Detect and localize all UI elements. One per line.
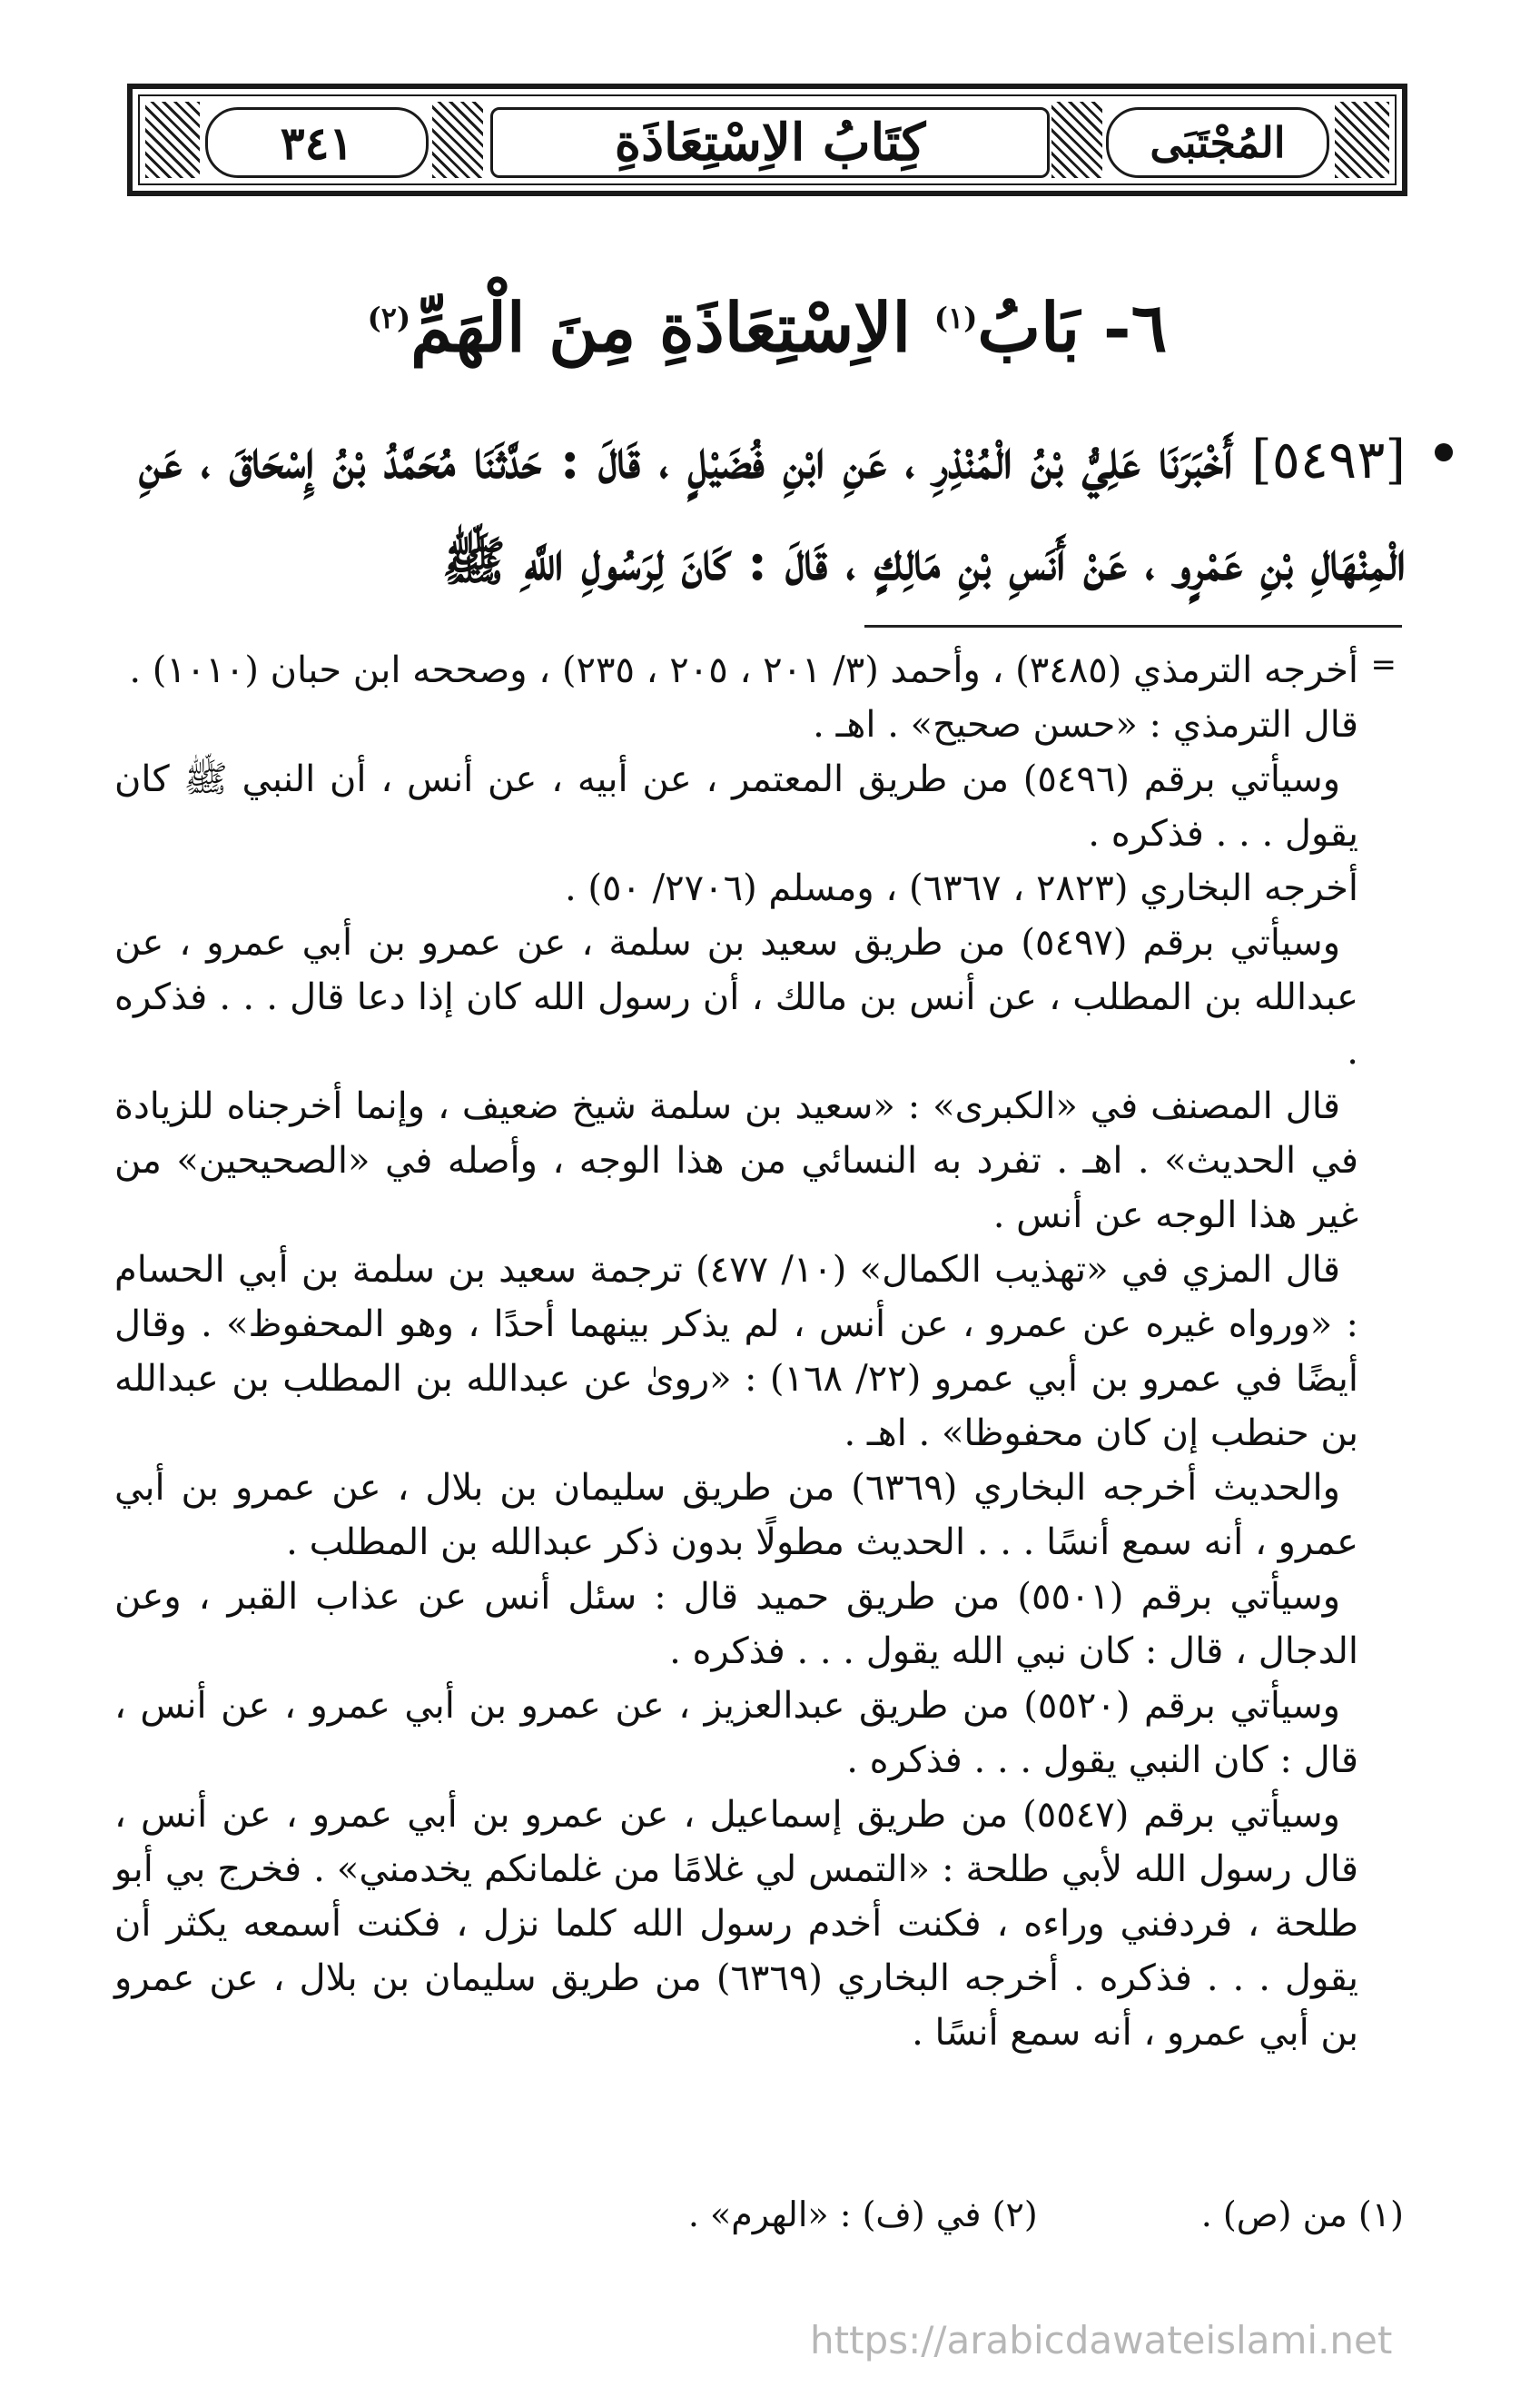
footnote-ref-2: (٢) bbox=[367, 301, 411, 335]
commentary-paragraph: أخرجه الترمذي (٣٤٨٥) ، وأحمد (٣/ ٢٠١ ، ٢٠٥ ، ٢٣٥) ، وصححه ابن حبان (١٠١٠) . bbox=[129, 649, 1358, 691]
hadith-number: [٥٤٩٣] bbox=[1251, 429, 1406, 490]
hadith-text-block bbox=[139, 409, 1406, 612]
commentary-paragraph: وسيأتي برقم (٥٥٤٧) من طريق إسماعيل ، عن عمرو بن أبي عمرو ، عن أنس ، قال رسول الله لأبي طلحة : «التمس لي غلامًا من غلمانكم يخدمني» . فخرج بي أبو طلحة ، فردفني وراءه ، فكنت أخدم رسول الله كلما نزل ، فكنت أسمعه يكثر أن يقول . . . فذكره . أخرجه البخاري (٦٣٦٩) من طريق سليمان بن بلال ، عن عمرو بن أبي عمرو ، أنه سمع أنسًا . bbox=[114, 1794, 1358, 2054]
hadith-bullet bbox=[1435, 443, 1453, 461]
page-header bbox=[127, 84, 1407, 196]
watermark-url: https://arabicdawateislami.net bbox=[810, 2318, 1393, 2362]
commentary-paragraph: قال المصنف في «الكبرى» : «سعيد بن سلمة شيخ ضعيف ، وإنما أخرجناه للزيادة في الحديث» . اهـ . تفرد به النسائي من هذا الوجه ، وأصله في «الصحيحين» من غير هذا الوجه عن أنس . bbox=[114, 1085, 1358, 1236]
ornament-band-left bbox=[145, 102, 200, 178]
commentary-paragraph: وسيأتي برقم (٥٥٢٠) من طريق عبدالعزيز ، عن عمرو بن أبي عمرو ، عن أنس ، قال : كان النبي يقول . . . فذكره . bbox=[114, 1685, 1358, 1781]
chapter-heading bbox=[127, 272, 1407, 374]
continuation-mark: = bbox=[1370, 647, 1397, 683]
page-number: ٣٤١ bbox=[205, 107, 429, 178]
commentary-paragraph: وسيأتي برقم (٥٥٠١) من طريق حميد قال : سئل أنس عن عذاب القبر ، وعن الدجال ، قال : كان نبي الله يقول . . . فذكره . bbox=[114, 1576, 1358, 1672]
commentary-paragraph: والحديث أخرجه البخاري (٦٣٦٩) من طريق سليمان بن بلال ، عن عمرو بن أبي عمرو ، أنه سمع أنسًا . . . الحديث مطولًا بدون ذكر عبدالله بن المطلب . bbox=[114, 1467, 1358, 1563]
chapter-title-bab: بَابُ bbox=[977, 289, 1081, 368]
footnote-1: (١) من (ص) . bbox=[1200, 2194, 1404, 2234]
hadith-text: أَخْبَرَنَا عَلِيُّ بْنُ الْمُنْذِرِ ، عَنِ ابْنِ فُضَيْلٍ ، قَالَ : حَدَّثَنَا مُحَمَّدُ بْنُ إِسْحَاقَ ، عَنِ الْمِنْهَالِ بْنِ عَمْرٍو ، عَنْ أَنَسِ بْنِ مَالِكٍ ، قَالَ : كَانَ لِرَسُولِ اللَّهِ ﷺ bbox=[139, 429, 1406, 592]
commentary-paragraph: قال المزي في «تهذيب الكمال» (١٠/ ٤٧٧) ترجمة سعيد بن سلمة بن أبي الحسام : «ورواه غيره عن عمرو ، عن أنس ، لم يذكر بينهما أحدًا ، وهو المحفوظ» . وقال أيضًا في عمرو بن أبي عمرو (٢٢/ ١٦٨) : «روىٰ عن عبدالله بن المطلب بن عبدالله بن حنطب إن كان محفوظا» . اهـ . bbox=[114, 1249, 1359, 1454]
footnote-2: (٢) في (ف) : «الهرم» . bbox=[687, 2194, 1038, 2234]
ornament-band-mid-right bbox=[1051, 102, 1102, 178]
chapter-number: ٦- bbox=[1102, 289, 1168, 368]
footnotes bbox=[133, 2187, 1404, 2242]
chapter-title: الاِسْتِعَاذَةِ مِنَ الْهَمِّ bbox=[410, 289, 912, 368]
commentary bbox=[114, 643, 1358, 2060]
running-title: كِتَابُ الاِسْتِعَاذَةِ bbox=[490, 107, 1050, 178]
ornament-band-mid-left bbox=[432, 102, 483, 178]
commentary-paragraph: وسيأتي برقم (٥٤٩٦) من طريق المعتمر ، عن أبيه ، عن أنس ، أن النبي ﷺ كان يقول . . . فذكره . bbox=[114, 758, 1358, 855]
ornament-band-right bbox=[1335, 102, 1389, 178]
book-name: المُجْتَبَى bbox=[1106, 107, 1329, 178]
footnote-ref-1: (١) bbox=[933, 301, 978, 335]
footnote-separator bbox=[864, 625, 1402, 628]
commentary-paragraph: وسيأتي برقم (٥٤٩٧) من طريق سعيد بن سلمة ، عن عمرو بن أبي عمرو ، عن عبدالله بن المطلب ، عن أنس بن مالك ، أن رسول الله كان إذا دعا قال . . . فذكره . bbox=[114, 922, 1358, 1073]
commentary-paragraph: أخرجه البخاري (٢٨٢٣ ، ٦٣٦٧) ، ومسلم (٢٧٠٦/ ٥٠) . bbox=[564, 867, 1358, 909]
commentary-paragraph: قال الترمذي : «حسن صحيح» . اهـ . bbox=[813, 704, 1358, 746]
